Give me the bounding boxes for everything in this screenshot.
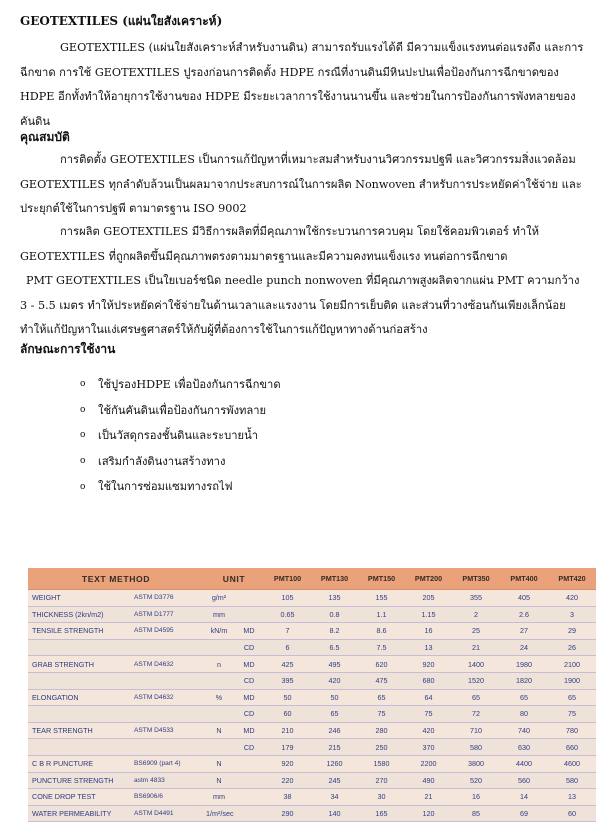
standard-cell: ASTM D4632 [132,656,204,673]
value-cell: 1820 [500,672,548,689]
standard-cell: ASTM D4595 [132,623,204,640]
standard-cell: ASTM D3776 [132,590,204,607]
property-cell: THICKNESS (2kn/m2) [28,606,132,623]
property-cell [28,639,132,656]
value-cell: 580 [548,772,596,789]
unit-cell [204,706,234,723]
value-cell: 155 [358,590,405,607]
header-product: PMT350 [452,568,500,590]
header-product: PMT200 [405,568,452,590]
value-cell: 60 [548,805,596,822]
value-cell: 420 [311,672,358,689]
bullet-icon: o [80,455,86,466]
value-cell: 205 [405,590,452,607]
direction-cell: CD [234,739,264,756]
unit-cell: mm [204,606,234,623]
value-cell: 135 [311,590,358,607]
header-product: PMT100 [264,568,311,590]
header-product: PMT130 [311,568,358,590]
bullet-icon: o [80,430,86,441]
table-row [28,656,596,673]
value-cell: 475 [358,672,405,689]
value-cell: 355 [452,590,500,607]
value-cell: 29 [548,623,596,640]
property-cell [28,739,132,756]
header-product: PMT400 [500,568,548,590]
value-cell: 75 [358,706,405,723]
usage-item-text: เป็นวัสดุกรองชั้นดินและระบายน้ำ [98,429,259,443]
value-cell: 425 [264,656,311,673]
usage-item-text: ใช้ในการซ่อมแซมทางรถไฟ [98,480,233,494]
value-cell: 75 [548,706,596,723]
standard-cell [132,672,204,689]
usage-item [80,423,281,449]
direction-cell: MD [234,623,264,640]
value-cell: 420 [405,722,452,739]
value-cell: 660 [548,739,596,756]
table-row [28,606,596,623]
standard-cell: ASTM D4533 [132,722,204,739]
value-cell: 920 [405,656,452,673]
direction-cell: MD [234,656,264,673]
usage-item-text: ใช้กันคันดินเพื่อป้องกันการพังทลาย [98,403,267,417]
direction-cell: CD [234,672,264,689]
unit-cell: kN/m [204,623,234,640]
spec-table-container [28,568,596,822]
value-cell: 75 [405,706,452,723]
unit-cell [204,639,234,656]
value-cell: 26 [548,639,596,656]
unit-cell: N [204,755,234,772]
value-cell: 1400 [452,656,500,673]
value-cell: 140 [311,805,358,822]
properties-text-3: PMT GEOTEXTILES เป็นใยเบอร์ชนิด needle punch nonwoven ที่มีคุณภาพสูงผลิตจากแผ่น PMT ความกว้าง 3 - 5.5 เมตร ทำให้ประหยัดค่าใช้จ่ายในด้านเวลาและแรงงาน โดยมีการเย็บติด และส่วนที่วางซ้อนกันเพียงเล็กน้อย ทำให้แก้ปัญหาในแง่เศรษฐศาสตร์ให้กับผู้ที่ต้องการใช้ในการแก้ปัญหาทางด้านก่อสร้าง [20,274,580,336]
value-cell: 165 [358,805,405,822]
direction-cell: MD [234,689,264,706]
header-text-method: TEXT METHOD [28,568,204,590]
table-row [28,706,596,723]
direction-cell [234,590,264,607]
unit-cell: g/m² [204,590,234,607]
table-row [28,639,596,656]
value-cell: 2 [452,606,500,623]
standard-cell: BS6909 (part 4) [132,755,204,772]
direction-cell [234,755,264,772]
value-cell: 4400 [500,755,548,772]
value-cell: 0.65 [264,606,311,623]
value-cell: 50 [264,689,311,706]
property-cell [28,706,132,723]
value-cell: 6 [264,639,311,656]
direction-cell [234,606,264,623]
properties-paragraph-3 [20,269,586,343]
usage-heading: ลักษณะการใช้งาน [20,342,116,356]
value-cell: 120 [405,805,452,822]
value-cell: 580 [452,739,500,756]
bullet-icon: o [80,404,86,415]
value-cell: 1260 [311,755,358,772]
property-cell: CONE DROP TEST [28,789,132,806]
value-cell: 220 [264,772,311,789]
value-cell: 64 [405,689,452,706]
properties-paragraph-2 [20,220,586,269]
usage-item [80,398,281,424]
direction-cell: CD [234,706,264,723]
table-row [28,590,596,607]
usage-item [80,474,281,500]
value-cell: 24 [500,639,548,656]
unit-cell: n [204,656,234,673]
value-cell: 13 [405,639,452,656]
value-cell: 13 [548,789,596,806]
value-cell: 710 [452,722,500,739]
bullet-icon: o [80,481,86,492]
value-cell: 50 [311,689,358,706]
spec-table [28,568,596,822]
value-cell: 630 [500,739,548,756]
value-cell: 65 [311,706,358,723]
direction-cell [234,789,264,806]
value-cell: 7 [264,623,311,640]
value-cell: 85 [452,805,500,822]
table-row [28,772,596,789]
property-cell: TEAR STRENGTH [28,722,132,739]
value-cell: 8.2 [311,623,358,640]
value-cell: 740 [500,722,548,739]
table-row [28,739,596,756]
value-cell: 60 [264,706,311,723]
unit-cell [204,739,234,756]
property-cell: WEIGHT [28,590,132,607]
intro-paragraph [20,36,586,134]
direction-cell: MD [234,722,264,739]
value-cell: 1.15 [405,606,452,623]
value-cell: 65 [358,689,405,706]
table-row [28,689,596,706]
properties-heading: คุณสมบัติ [20,130,70,144]
property-cell: TENSILE STRENGTH [28,623,132,640]
value-cell: 72 [452,706,500,723]
value-cell: 65 [452,689,500,706]
usage-item [80,372,281,398]
property-cell: ELONGATION [28,689,132,706]
standard-cell [132,639,204,656]
table-row [28,672,596,689]
value-cell: 245 [311,772,358,789]
usage-list [80,372,281,500]
value-cell: 2.6 [500,606,548,623]
table-header-row [28,568,596,590]
standard-cell: ASTM D1777 [132,606,204,623]
standard-cell: ASTM D4491 [132,805,204,822]
value-cell: 290 [264,805,311,822]
value-cell: 0.8 [311,606,358,623]
value-cell: 215 [311,739,358,756]
value-cell: 1580 [358,755,405,772]
header-product: PMT420 [548,568,596,590]
value-cell: 780 [548,722,596,739]
unit-cell: 1/m²/sec [204,805,234,822]
spec-table-body [28,590,596,822]
header-unit: UNIT [204,568,264,590]
properties-text-1: การติดตั้ง GEOTEXTILES เป็นการแก้ปัญหาที่เหมาะสมสำหรับงานวิศวกรรมปฐพี และวิศวกรรมสิ่งแวดล้อม GEOTEXTILES ทุกลำดับล้วนเป็นผลมาจากประสบการณ์ในการผลิต Nonwoven สำหรับการประหยัดค่าใช้จ่าย และประยุกต์ใช้ในการปฐพี ตามาตรฐาน ISO 9002 [20,153,582,215]
table-row [28,623,596,640]
value-cell: 250 [358,739,405,756]
value-cell: 280 [358,722,405,739]
value-cell: 2100 [548,656,596,673]
usage-item [80,449,281,475]
value-cell: 246 [311,722,358,739]
properties-text-2: การผลิต GEOTEXTILES มีวิธีการผลิตที่มีคุณภาพใช้กระบวนการควบคุม โดยใช้คอมพิวเตอร์ ทำให้ GEOTEXTILES ที่ถูกผลิตขึ้นมีคุณภาพตรงตามมาตรฐานและมีความคงทนแข็งแรง ทนต่อการฉีกขาด [20,225,539,263]
intro-text: GEOTEXTILES (แผ่นใยสังเคราะห์สำหรับงานดิน) สามารถรับแรงได้ดี มีความแข็งแรงทนต่อแรงดึง และการฉีกขาด การใช้ GEOTEXTILES ปูรองก่อนการติดตั้ง HDPE กรณีที่งานดินมีหินปะปนเพื่อป้องกันการฉีกขาดของ HDPE อีกทั้งทำให้อายุการใช้งานของ HDPE มีระยะเวลาการใช้งานนานขึ้น และช่วยในการป้องกันการพังทลายของคันดิน [20,41,584,128]
property-cell: C B R PUNCTURE [28,755,132,772]
table-row [28,789,596,806]
header-product: PMT150 [358,568,405,590]
standard-cell [132,706,204,723]
property-cell [28,672,132,689]
usage-item-text: ใช้ปูรองHDPE เพื่อป้องกันการฉีกขาด [98,378,281,391]
value-cell: 395 [264,672,311,689]
value-cell: 3 [548,606,596,623]
standard-cell: astm 4833 [132,772,204,789]
value-cell: 920 [264,755,311,772]
direction-cell: CD [234,639,264,656]
value-cell: 16 [452,789,500,806]
value-cell: 1.1 [358,606,405,623]
value-cell: 2200 [405,755,452,772]
table-row [28,722,596,739]
value-cell: 69 [500,805,548,822]
standard-cell: ASTM D4632 [132,689,204,706]
value-cell: 65 [500,689,548,706]
value-cell: 65 [548,689,596,706]
bullet-icon: o [80,379,86,390]
value-cell: 27 [500,623,548,640]
value-cell: 14 [500,789,548,806]
standard-cell [132,739,204,756]
value-cell: 405 [500,590,548,607]
value-cell: 495 [311,656,358,673]
page-title: GEOTEXTILES (แผ่นใยสังเคราะห์) [20,14,223,28]
value-cell: 6.5 [311,639,358,656]
value-cell: 8.6 [358,623,405,640]
value-cell: 270 [358,772,405,789]
value-cell: 179 [264,739,311,756]
value-cell: 210 [264,722,311,739]
value-cell: 7.5 [358,639,405,656]
unit-cell: N [204,722,234,739]
unit-cell [204,672,234,689]
value-cell: 21 [452,639,500,656]
value-cell: 420 [548,590,596,607]
table-row [28,755,596,772]
unit-cell: mm [204,789,234,806]
value-cell: 25 [452,623,500,640]
value-cell: 1520 [452,672,500,689]
unit-cell: % [204,689,234,706]
standard-cell: BS6906/6 [132,789,204,806]
usage-item-text: เสริมกำลังดินงานสร้างทาง [98,454,226,468]
value-cell: 4600 [548,755,596,772]
properties-paragraph-1 [20,148,586,222]
value-cell: 105 [264,590,311,607]
value-cell: 370 [405,739,452,756]
table-row [28,805,596,822]
value-cell: 21 [405,789,452,806]
value-cell: 1900 [548,672,596,689]
value-cell: 490 [405,772,452,789]
value-cell: 34 [311,789,358,806]
value-cell: 16 [405,623,452,640]
unit-cell: N [204,772,234,789]
value-cell: 1980 [500,656,548,673]
value-cell: 620 [358,656,405,673]
property-cell: PUNCTURE STRENGTH [28,772,132,789]
value-cell: 560 [500,772,548,789]
direction-cell [234,772,264,789]
value-cell: 520 [452,772,500,789]
value-cell: 3800 [452,755,500,772]
value-cell: 30 [358,789,405,806]
direction-cell [234,805,264,822]
value-cell: 680 [405,672,452,689]
property-cell: WATER PERMEABILITY [28,805,132,822]
property-cell: GRAB STRENGTH [28,656,132,673]
value-cell: 38 [264,789,311,806]
value-cell: 80 [500,706,548,723]
